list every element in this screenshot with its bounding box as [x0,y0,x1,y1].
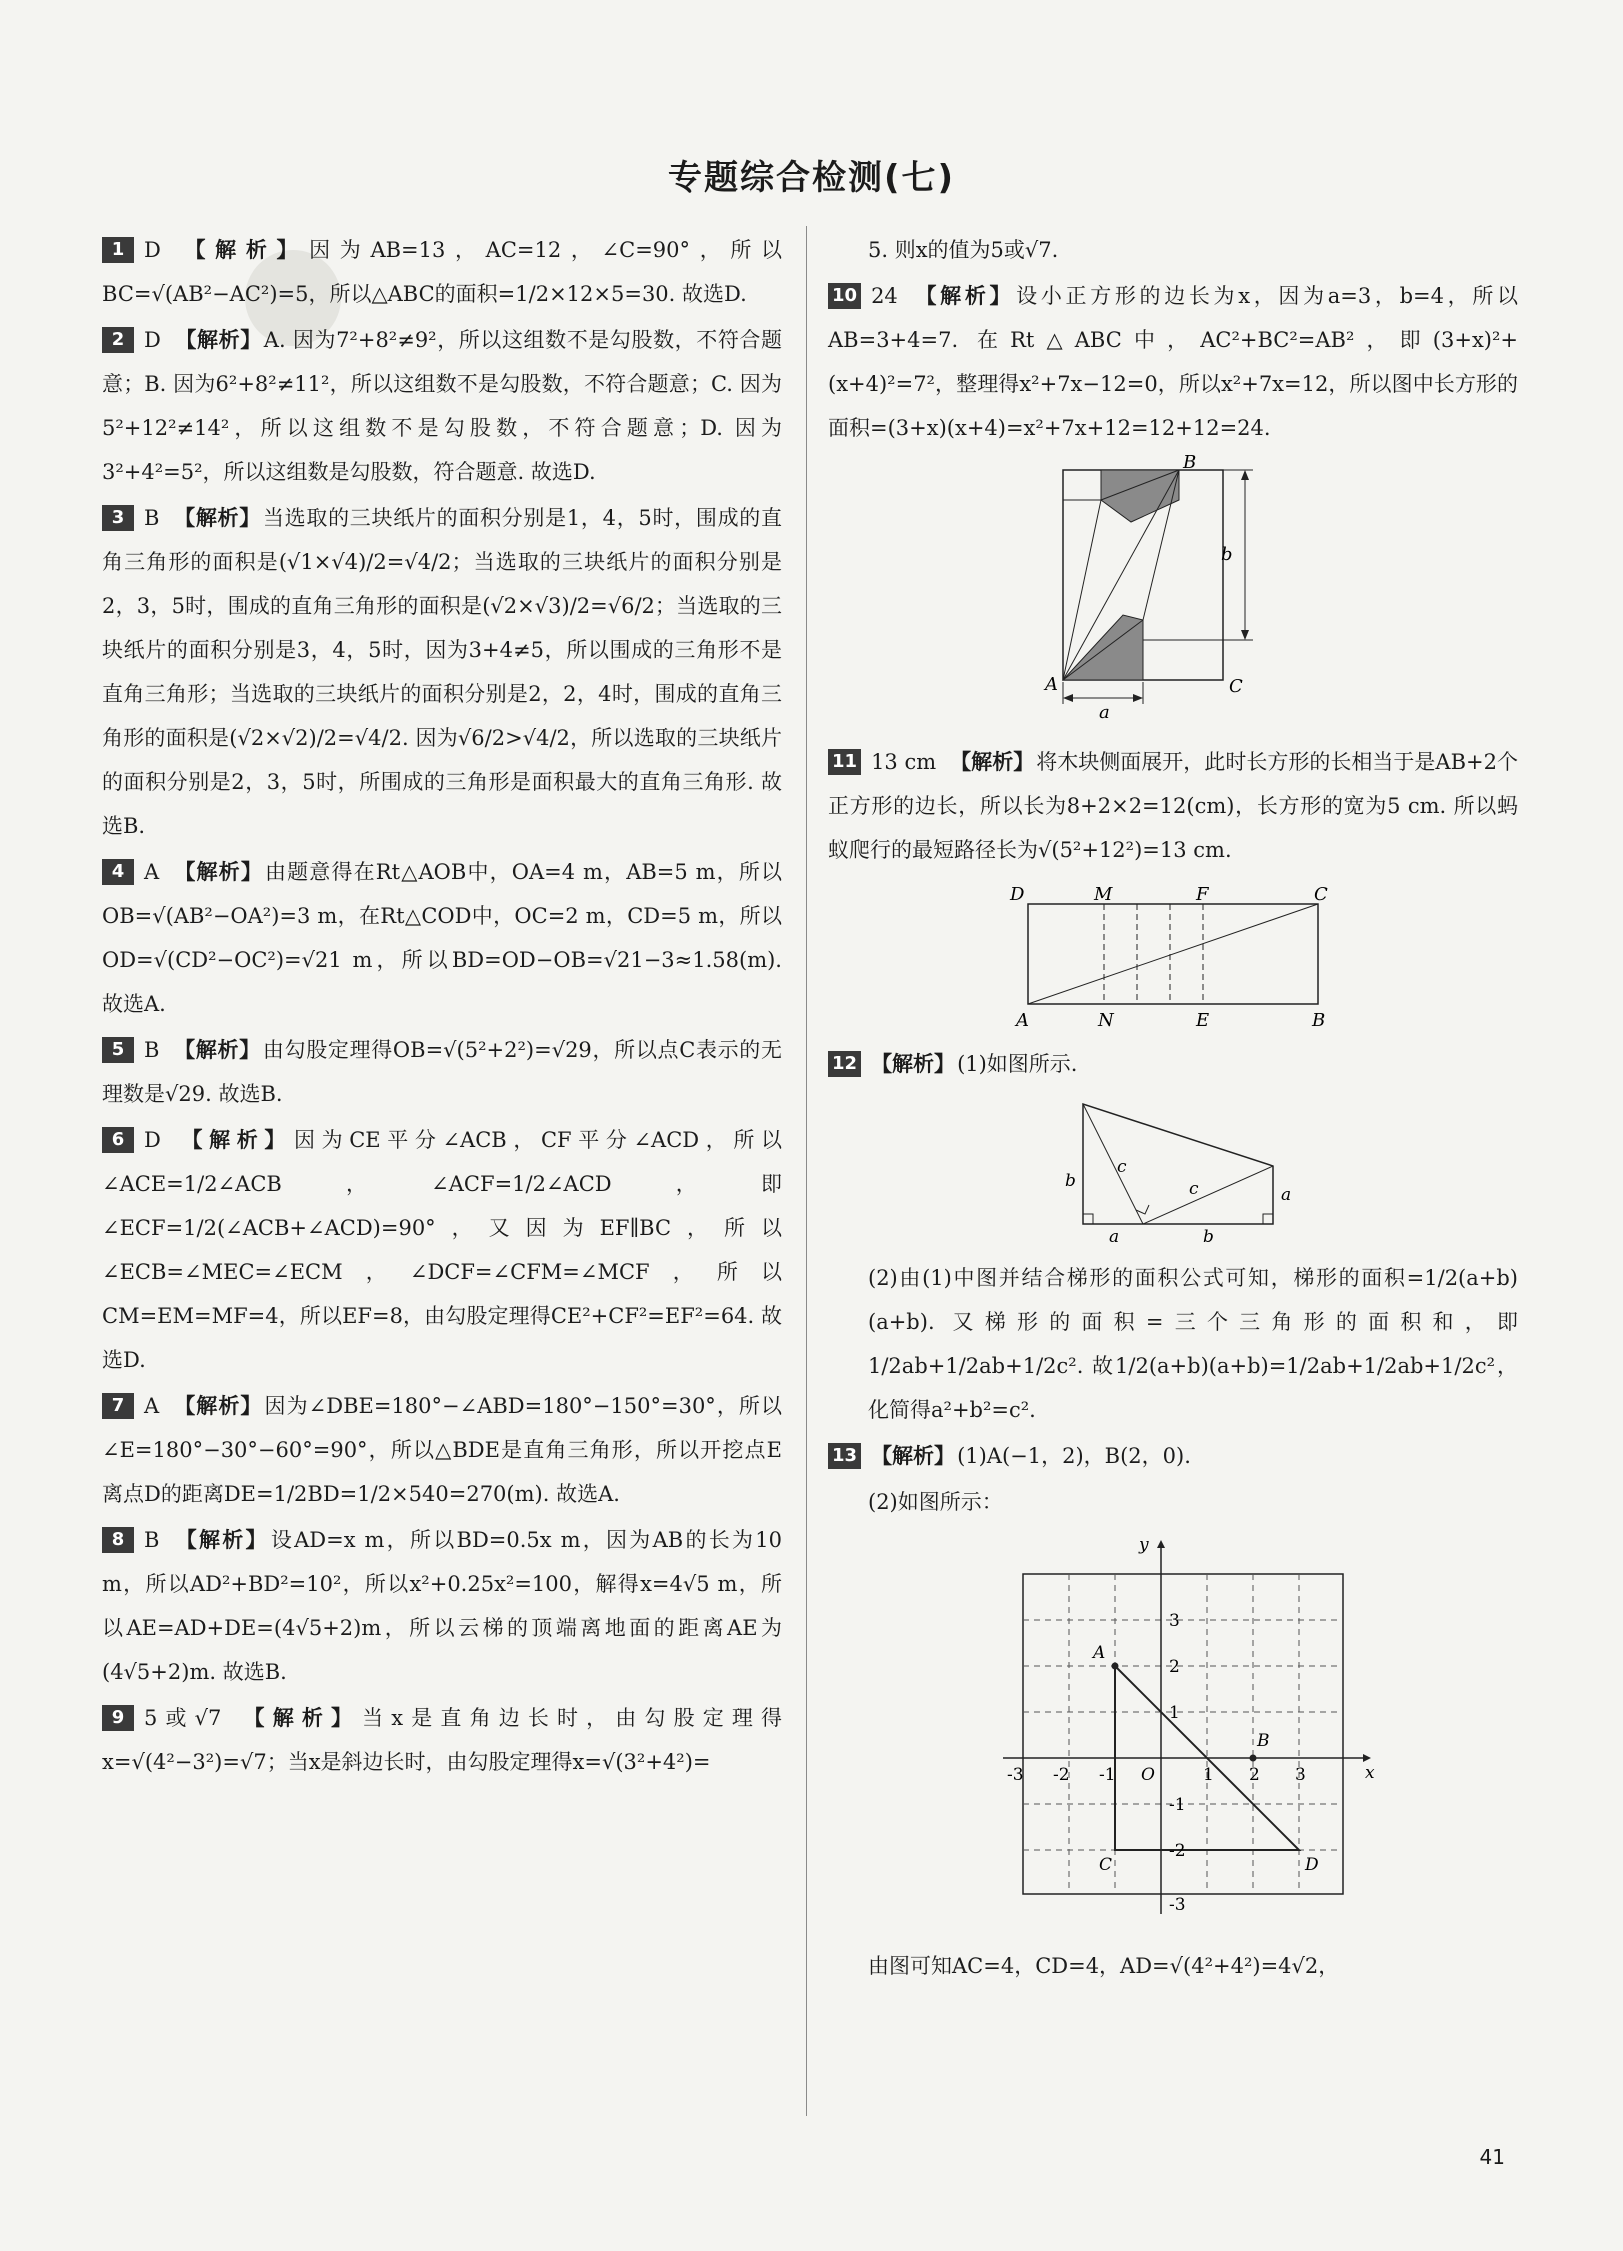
fig11-label-F: F [1196,884,1209,905]
x-tick-1: 1 [1203,1765,1214,1785]
x-tick-neg2: -2 [1053,1765,1070,1785]
fig12-label-a-bottom: a [1109,1227,1120,1247]
question-8: 8 B 【解析】设AD=x m，所以BD=0.5x m，因为AB的长为10 m，所以AD²+BD²=10²，所以x²+0.25x²=100，解得x=4√5 m，所以AE=AD+DE=(4√5+2)m，所以云梯的顶端离地面的距离AE为(4√5+2)m. 故选B. [102,1528,783,1684]
fig12-label-b-bottom: b [1203,1227,1214,1247]
question-13-conclusion: 由图可知AC=4，CD=4，AD=√(4²+4²)=4√2， [868,1954,1340,1978]
question-13-part-2: (2)如图所示： [868,1490,1003,1514]
x-tick-3: 3 [1295,1765,1306,1785]
question-5: 5 B 【解析】由勾股定理得OB=√(5²+2²)=√29，所以点C表示的无理数是√29. 故选B. [102,1038,782,1106]
fig11-label-E: E [1196,1010,1210,1031]
fig11-label-C: C [1314,884,1328,905]
page-number: 41 [1479,2145,1505,2169]
question-7: 7 A 【解析】因为∠DBE=180°−∠ABD=180°−150°=30°，所以∠E=180°−30°−60°=90°，所以△BDE是直角三角形，所以开挖点E离点D的距离DE=1/2BD=1/2×540=270(m). 故选A. [102,1394,783,1506]
point-B-label: B [1257,1731,1270,1751]
figure-13-coordinate-grid [973,1534,1373,1934]
y-tick-neg1: -1 [1169,1795,1186,1815]
question-13: 13 【解析】(1)A(−1，2)，B(2，0). [828,1434,1518,1478]
fig10-label-C: C [1229,676,1243,697]
fig12-label-b-left: b [1065,1171,1076,1191]
point-C-label: C [1099,1855,1113,1875]
question-12: 12 【解析】(1)如图所示. [828,1042,1518,1086]
fig11-label-D: D [1010,884,1025,905]
axis-y-label: y [1139,1535,1149,1555]
left-column [102,228,782,1786]
y-tick-2: 2 [1169,1657,1180,1677]
question-6: 6 D 【解析】因为CE平分∠ACB，CF平分∠ACD，所以∠ACE=1/2∠ACB，∠ACF=1/2∠ACD，即∠ECF=1/2(∠ACB+∠ACD)=90°，又因为EF∥BC，所以∠ECB=∠MEC=∠ECM，∠DCF=∠CFM=∠MCF，所以CM=EM=MF=4，所以EF=8，由勾股定理得CE²+CF²=EF²=64. 故选D. [102,1128,782,1372]
point-A-label: A [1093,1643,1106,1663]
fig10-label-B: B [1183,452,1197,473]
y-tick-neg3: -3 [1169,1895,1186,1915]
axis-x-label: x [1365,1763,1375,1783]
x-tick-2: 2 [1249,1765,1260,1785]
y-tick-1: 1 [1169,1703,1180,1723]
fig10-label-a: a [1099,702,1110,723]
fig12-label-c-upper: c [1117,1157,1127,1177]
page-title: 专题综合检测(七) [667,158,956,198]
fig12-label-a-right: a [1281,1185,1292,1205]
fig10-label-A: A [1045,674,1058,695]
fig11-label-A: A [1016,1010,1029,1031]
y-tick-neg2: -2 [1169,1841,1186,1861]
question-2: 2 D 【解析】A. 因为7²+8²≠9²，所以这组数不是勾股数，不符合题意；B. 因为6²+8²≠11²，所以这组数不是勾股数，不符合题意；C. 因为5²+12²≠14²，所以这组数不是勾股数，不符合题意；D. 因为3²+4²=5²，所以这组数是勾股数，符合题意. 故选D. [102,328,783,484]
figure-10-rectangle-diagram [1023,452,1323,730]
question-10: 10 24 【解析】设小正方形的边长为x，因为a=3，b=4，所以AB=3+4=7. 在Rt△ABC中，AC²+BC²=AB²，即(3+x)²+(x+4)²=7²，整理得x²+7x−12=0，所以x²+7x=12，所以图中长方形的面积=(3+x)(x+4)=x²+7x+12=12+12=24. [828,284,1519,440]
right-column [828,228,1518,1990]
question-1: 1 D 【解析】因为AB=13，AC=12，∠C=90°，所以BC=√(AB²−AC²)=5，所以△ABC的面积=1/2×12×5=30. 故选D. [102,238,783,306]
figure-11-unfolded-box [1008,882,1338,1032]
x-tick-neg3: -3 [1007,1765,1024,1785]
x-tick-neg1: -1 [1099,1765,1116,1785]
fig12-label-c-lower: c [1189,1179,1199,1199]
fig11-label-B: B [1312,1010,1326,1031]
question-11: 11 13 cm 【解析】将木块侧面展开，此时长方形的长相当于是AB+2个正方形的边长，所以长为8+2×2=12(cm)，长方形的宽为5 cm. 所以蚂蚁爬行的最短路径长为√(5²+12²)=13 cm. [828,750,1518,862]
question-9-continued: 5. 则x的值为5或√7. [868,238,1059,262]
origin-label: O [1141,1765,1155,1785]
question-12-part-2: (2)由(1)中图并结合梯形的面积公式可知，梯形的面积=1/2(a+b)(a+b). 又梯形的面积=三个三角形的面积和，即1/2ab+1/2ab+1/2c². 故1/2(a+b)(a+b)=1/2ab+1/2ab+1/2c²，化简得a²+b²=c². [868,1266,1518,1422]
question-9: 9 5或√7 【解析】当x是直角边长时，由勾股定理得x=√(4²−3²)=√7；当x是斜边长时，由勾股定理得x=√(3²+4²)= [102,1706,783,1774]
y-tick-3: 3 [1169,1611,1180,1631]
column-divider [806,226,807,2116]
figure-12-trapezoid [1023,1096,1323,1246]
question-4: 4 A 【解析】由题意得在Rt△AOB中，OA=4 m，AB=5 m，所以OB=√(AB²−OA²)=3 m，在Rt△COD中，OC=2 m，CD=5 m，所以OD=√(CD²−OC²)=√21 m，所以BD=OD−OB=√21−3≈1.58(m). 故选A. [102,860,782,1016]
fig11-label-N: N [1098,1010,1114,1031]
fig11-label-M: M [1094,884,1113,905]
question-3: 3 B 【解析】当选取的三块纸片的面积分别是1，4，5时，围成的直角三角形的面积是(√1×√4)/2=√4/2；当选取的三块纸片的面积分别是2，3，5时，围成的直角三角形的面积是(√2×√3)/2=√6/2；当选取的三块纸片的面积分别是3，4，5时，因为3+4≠5，所以围成的三角形不是直角三角形；当选取的三块纸片的面积分别是2，2，4时，围成的直角三角形的面积是(√2×√2)/2=√4/2. 因为√6/2>√4/2，所以选取的三块纸片的面积分别是2，3，5时，所围成的三角形是面积最大的直角三角形. 故选B. [102,506,782,838]
fig10-label-b: b [1221,544,1233,565]
point-D-label: D [1305,1855,1319,1875]
